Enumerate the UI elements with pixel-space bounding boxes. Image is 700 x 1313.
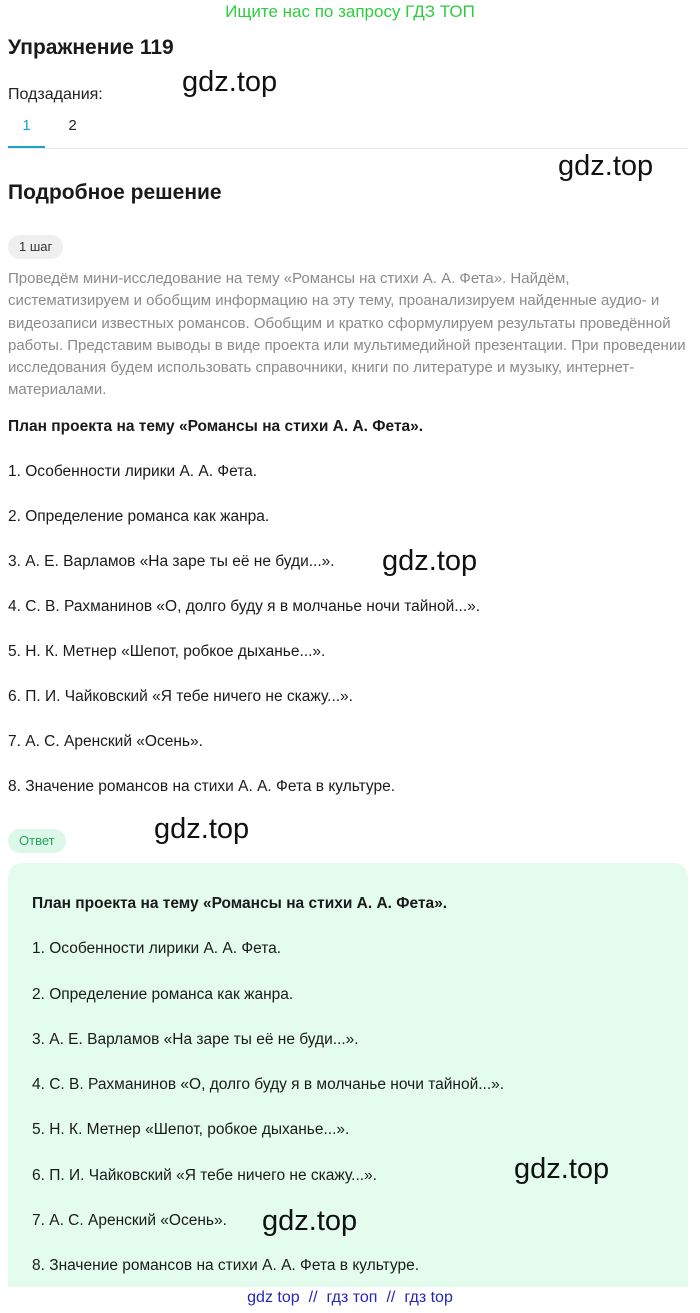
plan-item: 7. А. С. Аренский «Осень». xyxy=(8,733,203,750)
footer-link[interactable]: gdz top xyxy=(247,1289,300,1306)
step-badge: 1 шаг xyxy=(8,235,63,259)
plan-item: 4. С. В. Рахманинов «О, долго буду я в молчанье ночи тайной...». xyxy=(8,598,481,615)
answer-plan-item: 1. Особенности лирики А. А. Фета. xyxy=(32,940,282,958)
answer-plan-item: 6. П. И. Чайковский «Я тебе ничего не скажу...». xyxy=(32,1166,377,1184)
watermark: gdz.top xyxy=(182,66,278,98)
watermark: gdz.top xyxy=(262,1205,358,1237)
intro-text: Проведём мини-исследование на тему «Романсы на стихи А. А. Фета». Найдём, систематизируем и обобщим информацию на эту тему, проанализируем найденные аудио- и видеозаписи известных романсов. Обобщим и кратко сформулируем результаты проведённой работы. Представим выводы в виде проекта или мультимедийной презентации. При проведении исследования будем использовать справочники, книги по литературе и музыку, интернет-материалами. xyxy=(8,270,686,399)
page-title: Упражнение 119 xyxy=(8,36,174,59)
answer-plan-item: 5. Н. К. Метнер «Шепот, робкое дыханье...». xyxy=(32,1121,350,1139)
watermark: gdz.top xyxy=(558,150,654,182)
answer-plan-item: 7. А. С. Аренский «Осень». xyxy=(32,1212,227,1230)
plan-item: 6. П. И. Чайковский «Я тебе ничего не скажу...». xyxy=(8,688,353,705)
plan-item: 8. Значение романсов на стихи А. А. Фета в культуре. xyxy=(8,778,396,795)
plan-item: 1. Особенности лирики А. А. Фета. xyxy=(8,463,258,480)
watermark: gdz.top xyxy=(382,545,478,577)
footer-separator: // xyxy=(386,1289,396,1306)
tab-subtask-1[interactable]: 1 xyxy=(8,108,45,148)
footer-link[interactable]: гдз top xyxy=(404,1289,453,1306)
answer-plan-item: 2. Определение романса как жанра. xyxy=(32,985,294,1003)
plan-item: 5. Н. К. Метнер «Шепот, робкое дыханье...». xyxy=(8,643,326,660)
tab-subtask-2[interactable]: 2 xyxy=(68,117,77,134)
footer xyxy=(0,1287,700,1311)
watermark: gdz.top xyxy=(514,1153,610,1185)
plan-item: 3. А. Е. Варламов «На заре ты её не буди...». xyxy=(8,553,335,570)
plan-title: План проекта на тему «Романсы на стихи А. А. Фета». xyxy=(8,418,424,435)
footer-link[interactable]: гдз топ xyxy=(326,1289,378,1306)
section-title: Подробное решение xyxy=(8,181,222,204)
plan-item: 2. Определение романса как жанра. xyxy=(8,508,270,525)
footer-separator: // xyxy=(308,1289,318,1306)
subtask-tabs xyxy=(8,108,688,149)
answer-plan-item: 3. А. Е. Варламов «На заре ты её не буди...». xyxy=(32,1030,359,1048)
answer-badge: Ответ xyxy=(8,829,66,853)
top-banner: Ищите нас по запросу ГДЗ ТОП xyxy=(225,2,475,21)
answer-plan-item: 8. Значение романсов на стихи А. А. Фета в культуре. xyxy=(32,1257,420,1275)
subtasks-label: Подзадания: xyxy=(8,86,103,103)
answer-plan-item: 4. С. В. Рахманинов «О, долго буду я в молчанье ночи тайной...». xyxy=(32,1076,505,1094)
solution-plan xyxy=(8,418,688,823)
answer-plan-title: План проекта на тему «Романсы на стихи А. А. Фета». xyxy=(32,895,448,912)
watermark: gdz.top xyxy=(154,813,250,845)
answer-plan xyxy=(32,895,672,1303)
